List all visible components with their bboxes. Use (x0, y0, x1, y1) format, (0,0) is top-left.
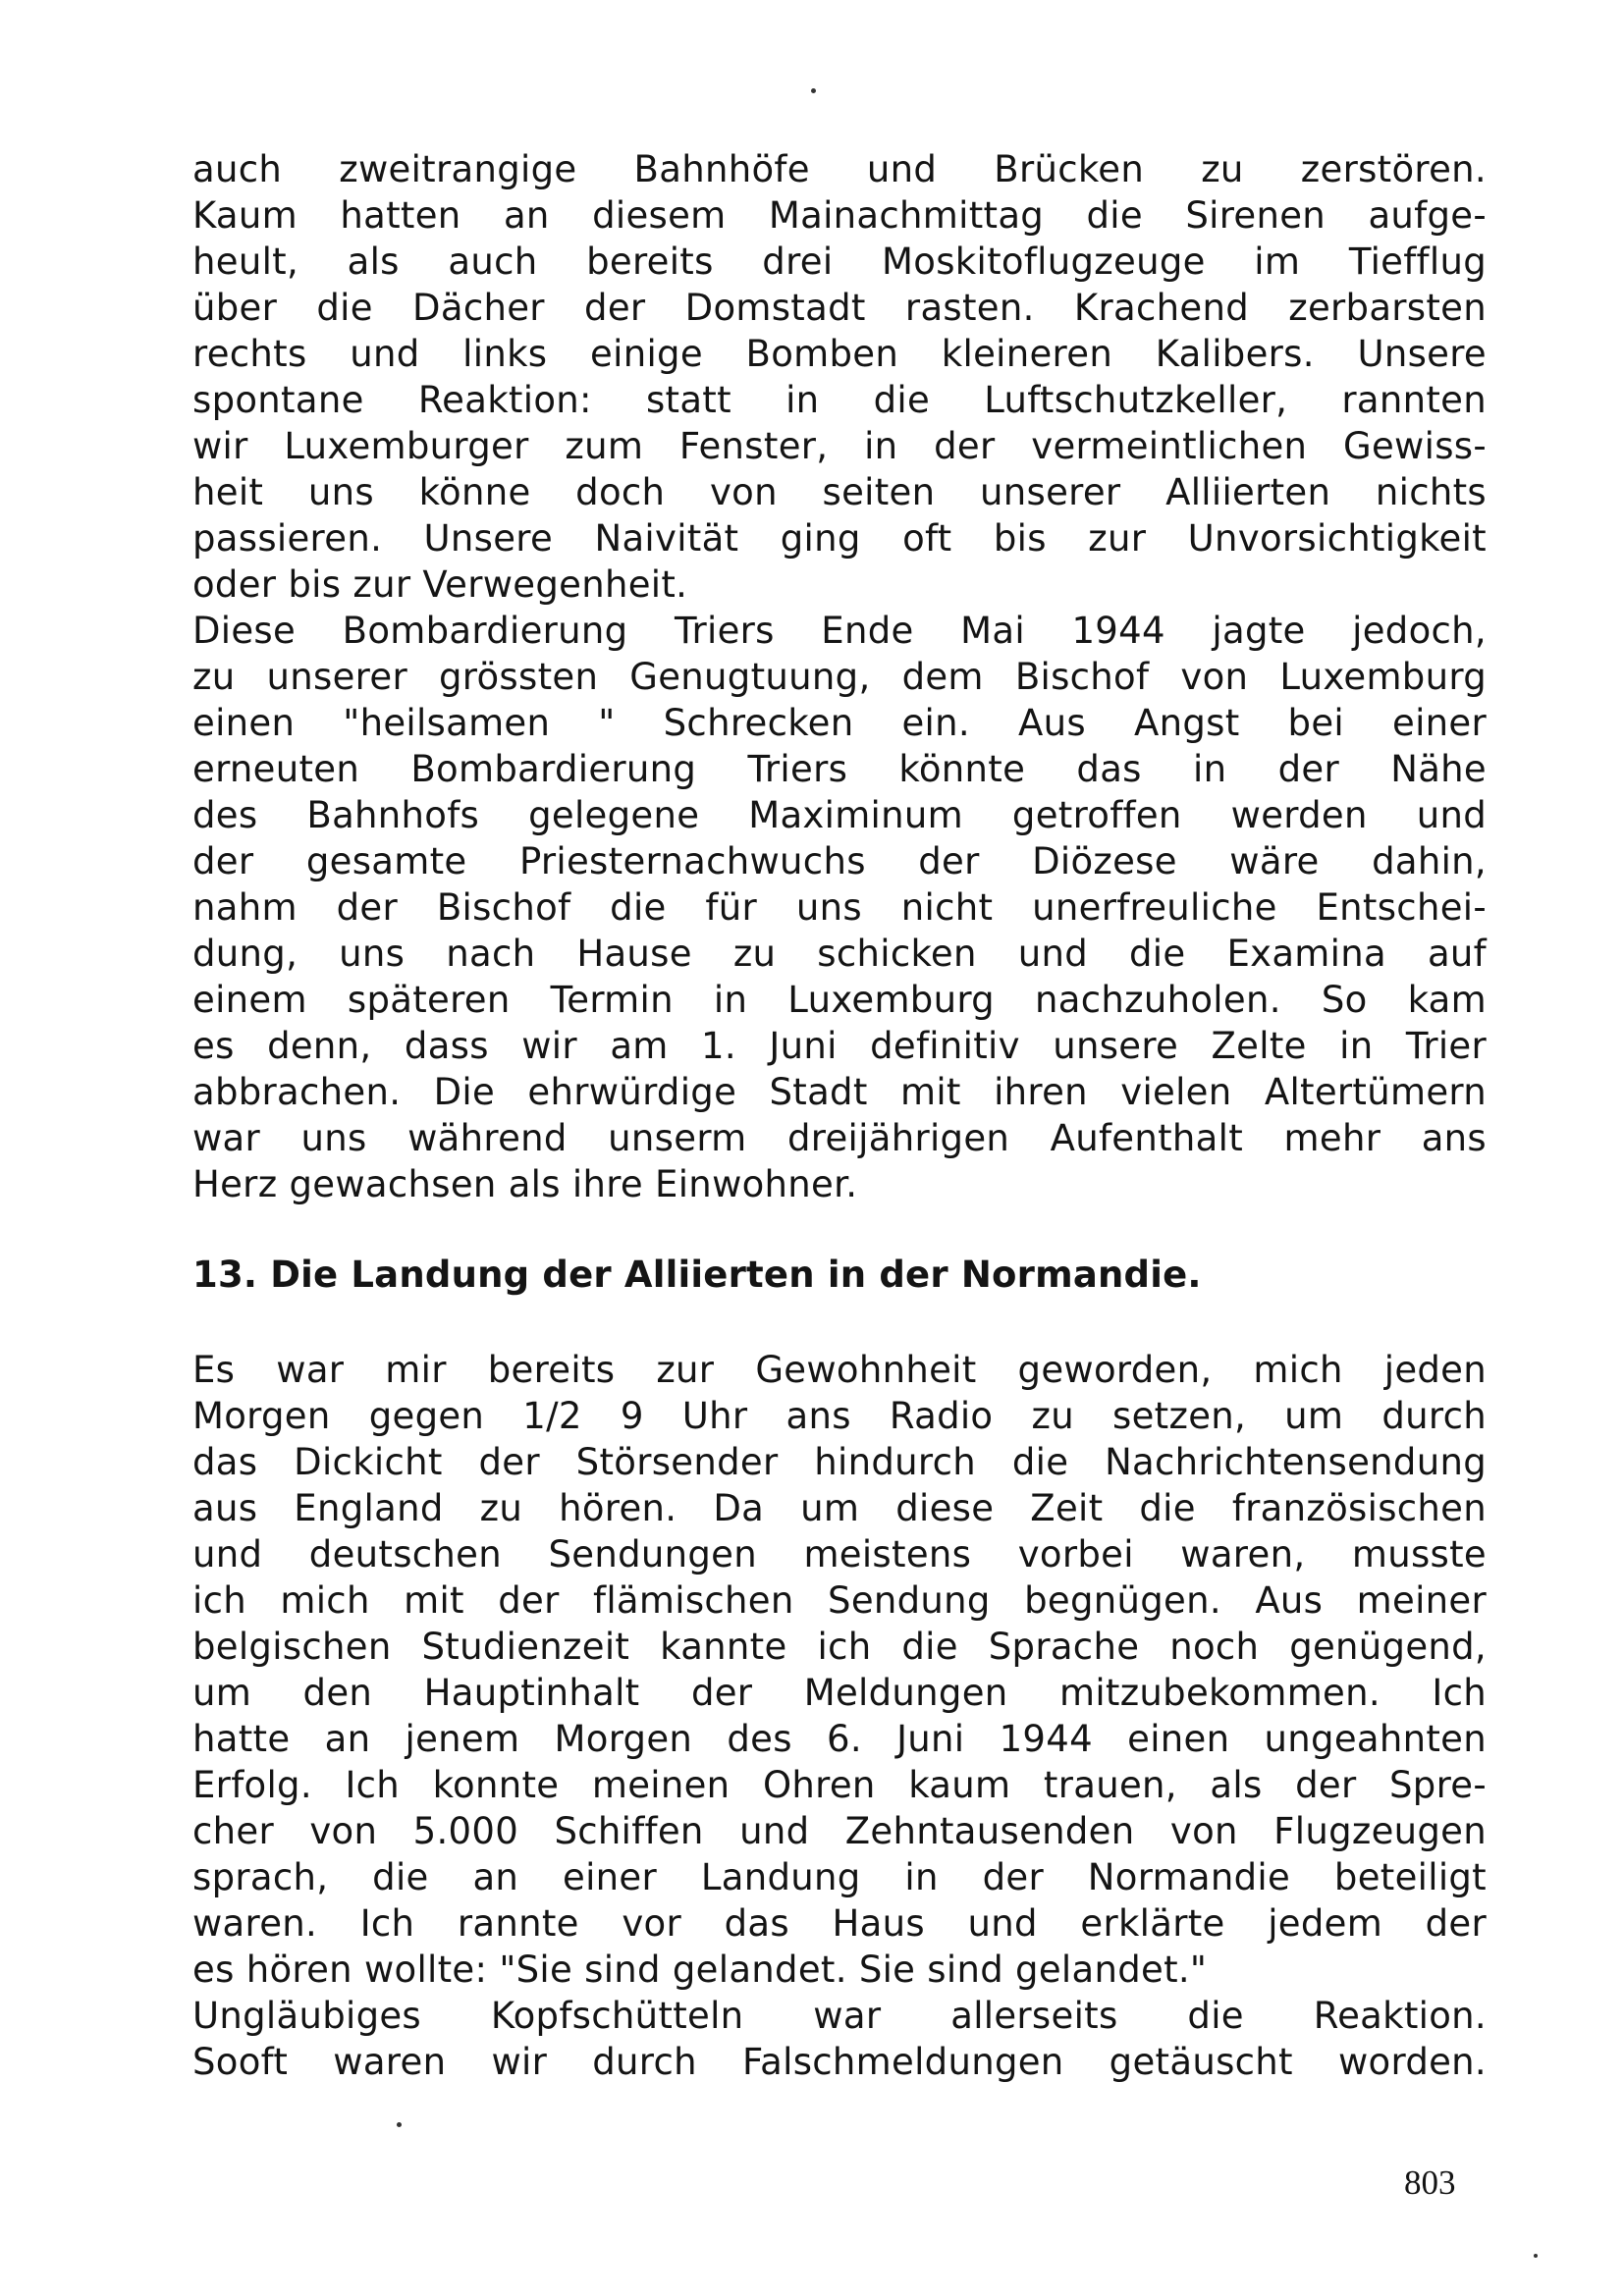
text-line: waren. Ich rannte vor das Haus und erklärte jedem der (192, 1902, 1487, 1945)
text-line: Morgen gegen 1/2 9 Uhr ans Radio zu setzen, um durch (192, 1395, 1487, 1437)
text-line: Erfolg. Ich konnte meinen Ohren kaum trauen, als der Spre- (192, 1764, 1487, 1806)
text-line: auch zweitrangige Bahnhöfe und Brücken zu zerstören. (192, 148, 1487, 190)
section-heading: 13. Die Landung der Alliierten in der Normandie. (192, 1254, 1202, 1296)
text-line: abbrachen. Die ehrwürdige Stadt mit ihren vielen Altertümern (192, 1071, 1487, 1113)
text-line: es denn, dass wir am 1. Juni definitiv unsere Zelte in Trier (192, 1025, 1487, 1067)
text-line: Ungläubiges Kopfschütteln war allerseits die Reaktion. (192, 1995, 1487, 2037)
text-line: hatte an jenem Morgen des 6. Juni 1944 einen ungeahnten (192, 1718, 1487, 1760)
text-line: war uns während unserm dreijährigen Aufenthalt mehr ans (192, 1117, 1487, 1159)
text-line: passieren. Unsere Naivität ging oft bis zur Unvorsichtigkeit (192, 517, 1487, 560)
text-line: einem späteren Termin in Luxemburg nachzuholen. So kam (192, 979, 1487, 1021)
text-line: sprach, die an einer Landung in der Normandie beteiligt (192, 1856, 1487, 1898)
text-line: Es war mir bereits zur Gewohnheit geworden, mich jeden (192, 1349, 1487, 1391)
text-line: spontane Reaktion: statt in die Luftschutzkeller, rannten (192, 379, 1487, 421)
text-line: zu unserer grössten Genugtuung, dem Bischof von Luxemburg (192, 656, 1487, 698)
text-line: Diese Bombardierung Triers Ende Mai 1944 jagte jedoch, (192, 610, 1487, 652)
text-line: um den Hauptinhalt der Meldungen mitzubekommen. Ich (192, 1672, 1487, 1714)
text-line: heult, als auch bereits drei Moskitoflugzeuge im Tiefflug (192, 240, 1487, 283)
text-line: cher von 5.000 Schiffen und Zehntausenden von Flugzeugen (192, 1810, 1487, 1852)
text-line: wir Luxemburger zum Fenster, in der vermeintlichen Gewiss- (192, 425, 1487, 467)
text-line: über die Dächer der Domstadt rasten. Krachend zerbarsten (192, 287, 1487, 329)
text-line: des Bahnhofs gelegene Maximinum getroffen werden und (192, 794, 1487, 836)
text-line: erneuten Bombardierung Triers könnte das in der Nähe (192, 748, 1487, 790)
page-number: 803 (1404, 2163, 1456, 2202)
scan-speck (1534, 2254, 1538, 2258)
text-line: dung, uns nach Hause zu schicken und die Examina auf (192, 933, 1487, 975)
text-line: Herz gewachsen als ihre Einwohner. (192, 1163, 858, 1205)
text-line: heit uns könne doch von seiten unserer Alliierten nichts (192, 471, 1487, 513)
text-line: aus England zu hören. Da um diese Zeit die französischen (192, 1487, 1487, 1529)
text-line: es hören wollte: "Sie sind gelandet. Sie sind gelandet." (192, 1949, 1208, 1991)
text-line: der gesamte Priesternachwuchs der Diözese wäre dahin, (192, 840, 1487, 882)
text-line: Sooft waren wir durch Falschmeldungen getäuscht worden. (192, 2041, 1487, 2083)
text-line: und deutschen Sendungen meistens vorbei waren, musste (192, 1533, 1487, 1575)
text-line: belgischen Studienzeit kannte ich die Sprache noch genügend, (192, 1626, 1487, 1668)
text-line: oder bis zur Verwegenheit. (192, 563, 688, 606)
scan-speck (397, 2122, 402, 2127)
text-line: das Dickicht der Störsender hindurch die Nachrichtensendung (192, 1441, 1487, 1483)
text-line: Kaum hatten an diesem Mainachmittag die Sirenen aufge- (192, 194, 1487, 237)
text-line: ich mich mit der flämischen Sendung begnügen. Aus meiner (192, 1579, 1487, 1622)
text-line: nahm der Bischof die für uns nicht unerfreuliche Entschei- (192, 886, 1487, 929)
text-line: rechts und links einige Bomben kleineren Kalibers. Unsere (192, 333, 1487, 375)
text-line: einen "heilsamen " Schrecken ein. Aus Angst bei einer (192, 702, 1487, 744)
scan-speck (811, 88, 816, 93)
